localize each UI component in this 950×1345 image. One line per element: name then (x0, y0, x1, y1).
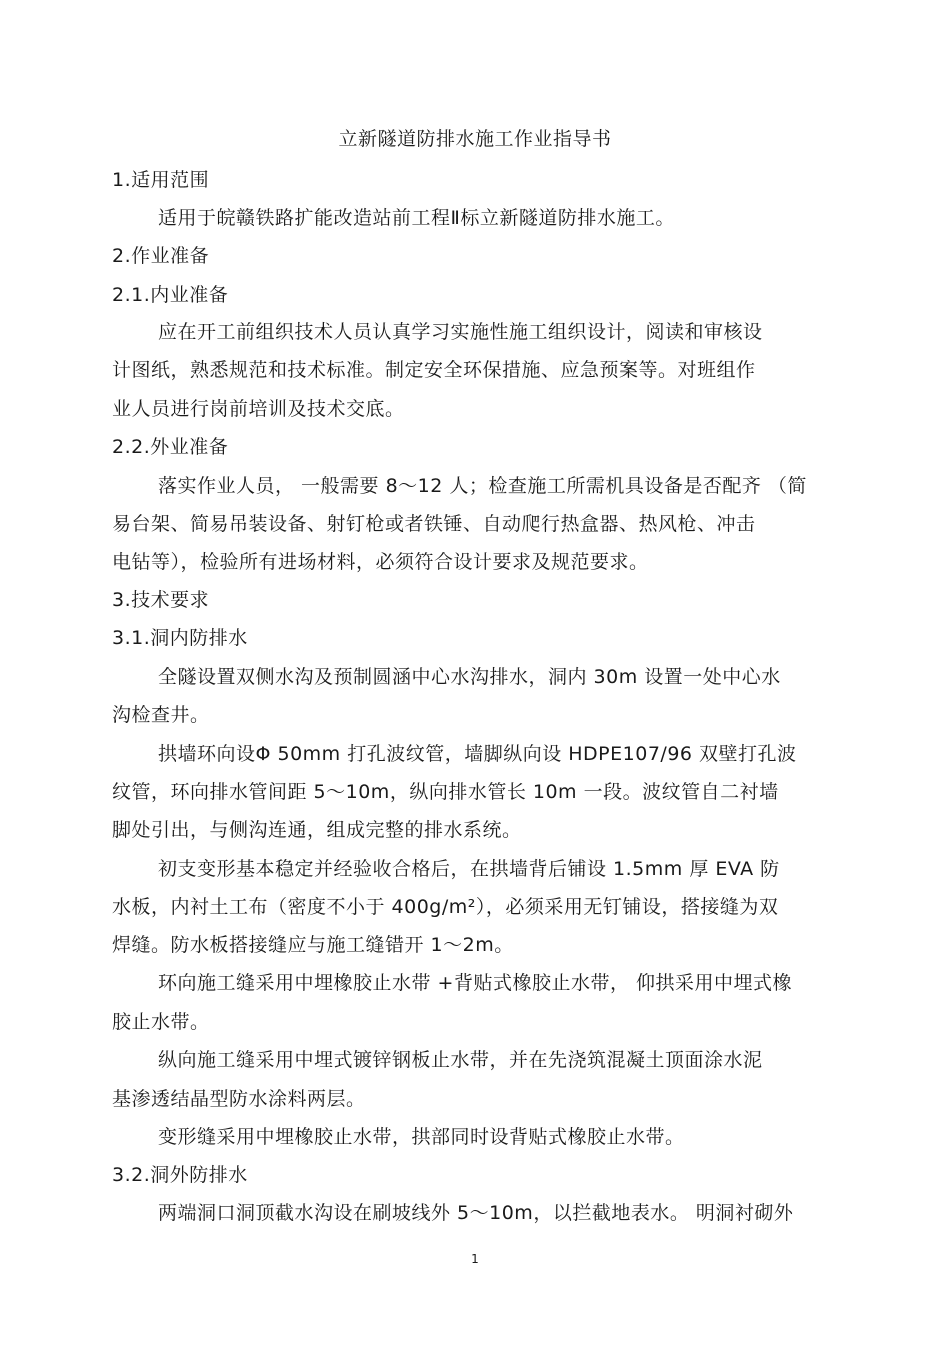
paragraph-line: 沟检查井。 (112, 704, 210, 726)
paragraph-line: 计图纸，熟悉规范和技术标准。制定安全环保措施、应急预案等。对班组作 (112, 359, 756, 381)
subsection-heading: 2.1.内业准备 (112, 284, 229, 306)
paragraph-line: 两端洞口洞顶截水沟设在刷坡线外 5～10m，以拦截地表水。 明洞衬砌外 (158, 1202, 794, 1224)
paragraph-line: 焊缝。防水板搭接缝应与施工缝错开 1～2m。 (112, 934, 514, 956)
paragraph-line: 初支变形基本稳定并经验收合格后，在拱墙背后铺设 1.5mm 厚 EVA 防 (158, 858, 780, 880)
document-title: 立新隧道防排水施工作业指导书 (338, 128, 612, 150)
subsection-heading: 3.1.洞内防排水 (112, 627, 248, 649)
paragraph-line: 拱墙环向设Φ 50mm 打孔波纹管，墙脚纵向设 HDPE107/96 双壁打孔波 (158, 743, 797, 765)
paragraph-line: 电钻等），检验所有进场材料，必须符合设计要求及规范要求。 (112, 551, 649, 573)
paragraph-line: 变形缝采用中埋橡胶止水带，拱部同时设背贴式橡胶止水带。 (158, 1126, 685, 1148)
page-number: 1 (471, 1252, 479, 1266)
section-heading: 3.技术要求 (112, 589, 210, 611)
paragraph-line: 易台架、简易吊装设备、射钉枪或者铁锤、自动爬行热盒器、热风枪、冲击 (112, 513, 756, 535)
paragraph-line: 业人员进行岗前培训及技术交底。 (112, 398, 405, 420)
subsection-heading: 3.2.洞外防排水 (112, 1164, 248, 1186)
paragraph-line: 脚处引出，与侧沟连通，组成完整的排水系统。 (112, 819, 522, 841)
section-heading: 1.适用范围 (112, 169, 210, 191)
section-heading: 2.作业准备 (112, 245, 210, 267)
paragraph-line: 水板，内衬土工布（密度不小于 400g/m²），必须采用无钉铺设，搭接缝为双 (112, 896, 779, 918)
paragraph-line: 纹管，环向排水管间距 5～10m，纵向排水管长 10m 一段。波纹管自二衬墙 (112, 781, 779, 803)
paragraph-line: 基渗透结晶型防水涂料两层。 (112, 1088, 366, 1110)
paragraph-line: 应在开工前组织技术人员认真学习实施性施工组织设计，阅读和审核设 (158, 321, 763, 343)
paragraph-line: 全隧设置双侧水沟及预制圆涵中心水沟排水，洞内 30m 设置一处中心水 (158, 666, 781, 688)
subsection-heading: 2.2.外业准备 (112, 436, 229, 458)
paragraph-line: 纵向施工缝采用中埋式镀锌钢板止水带，并在先浇筑混凝土顶面涂水泥 (158, 1049, 763, 1071)
paragraph-line: 胶止水带。 (112, 1011, 210, 1033)
paragraph-line: 环向施工缝采用中埋橡胶止水带 +背贴式橡胶止水带， 仰拱采用中埋式橡 (158, 972, 793, 994)
paragraph-line: 落实作业人员， 一般需要 8～12 人；检查施工所需机具设备是否配齐 （简 (158, 475, 807, 497)
paragraph-line: 适用于皖赣铁路扩能改造站前工程Ⅱ标立新隧道防排水施工。 (158, 207, 675, 229)
